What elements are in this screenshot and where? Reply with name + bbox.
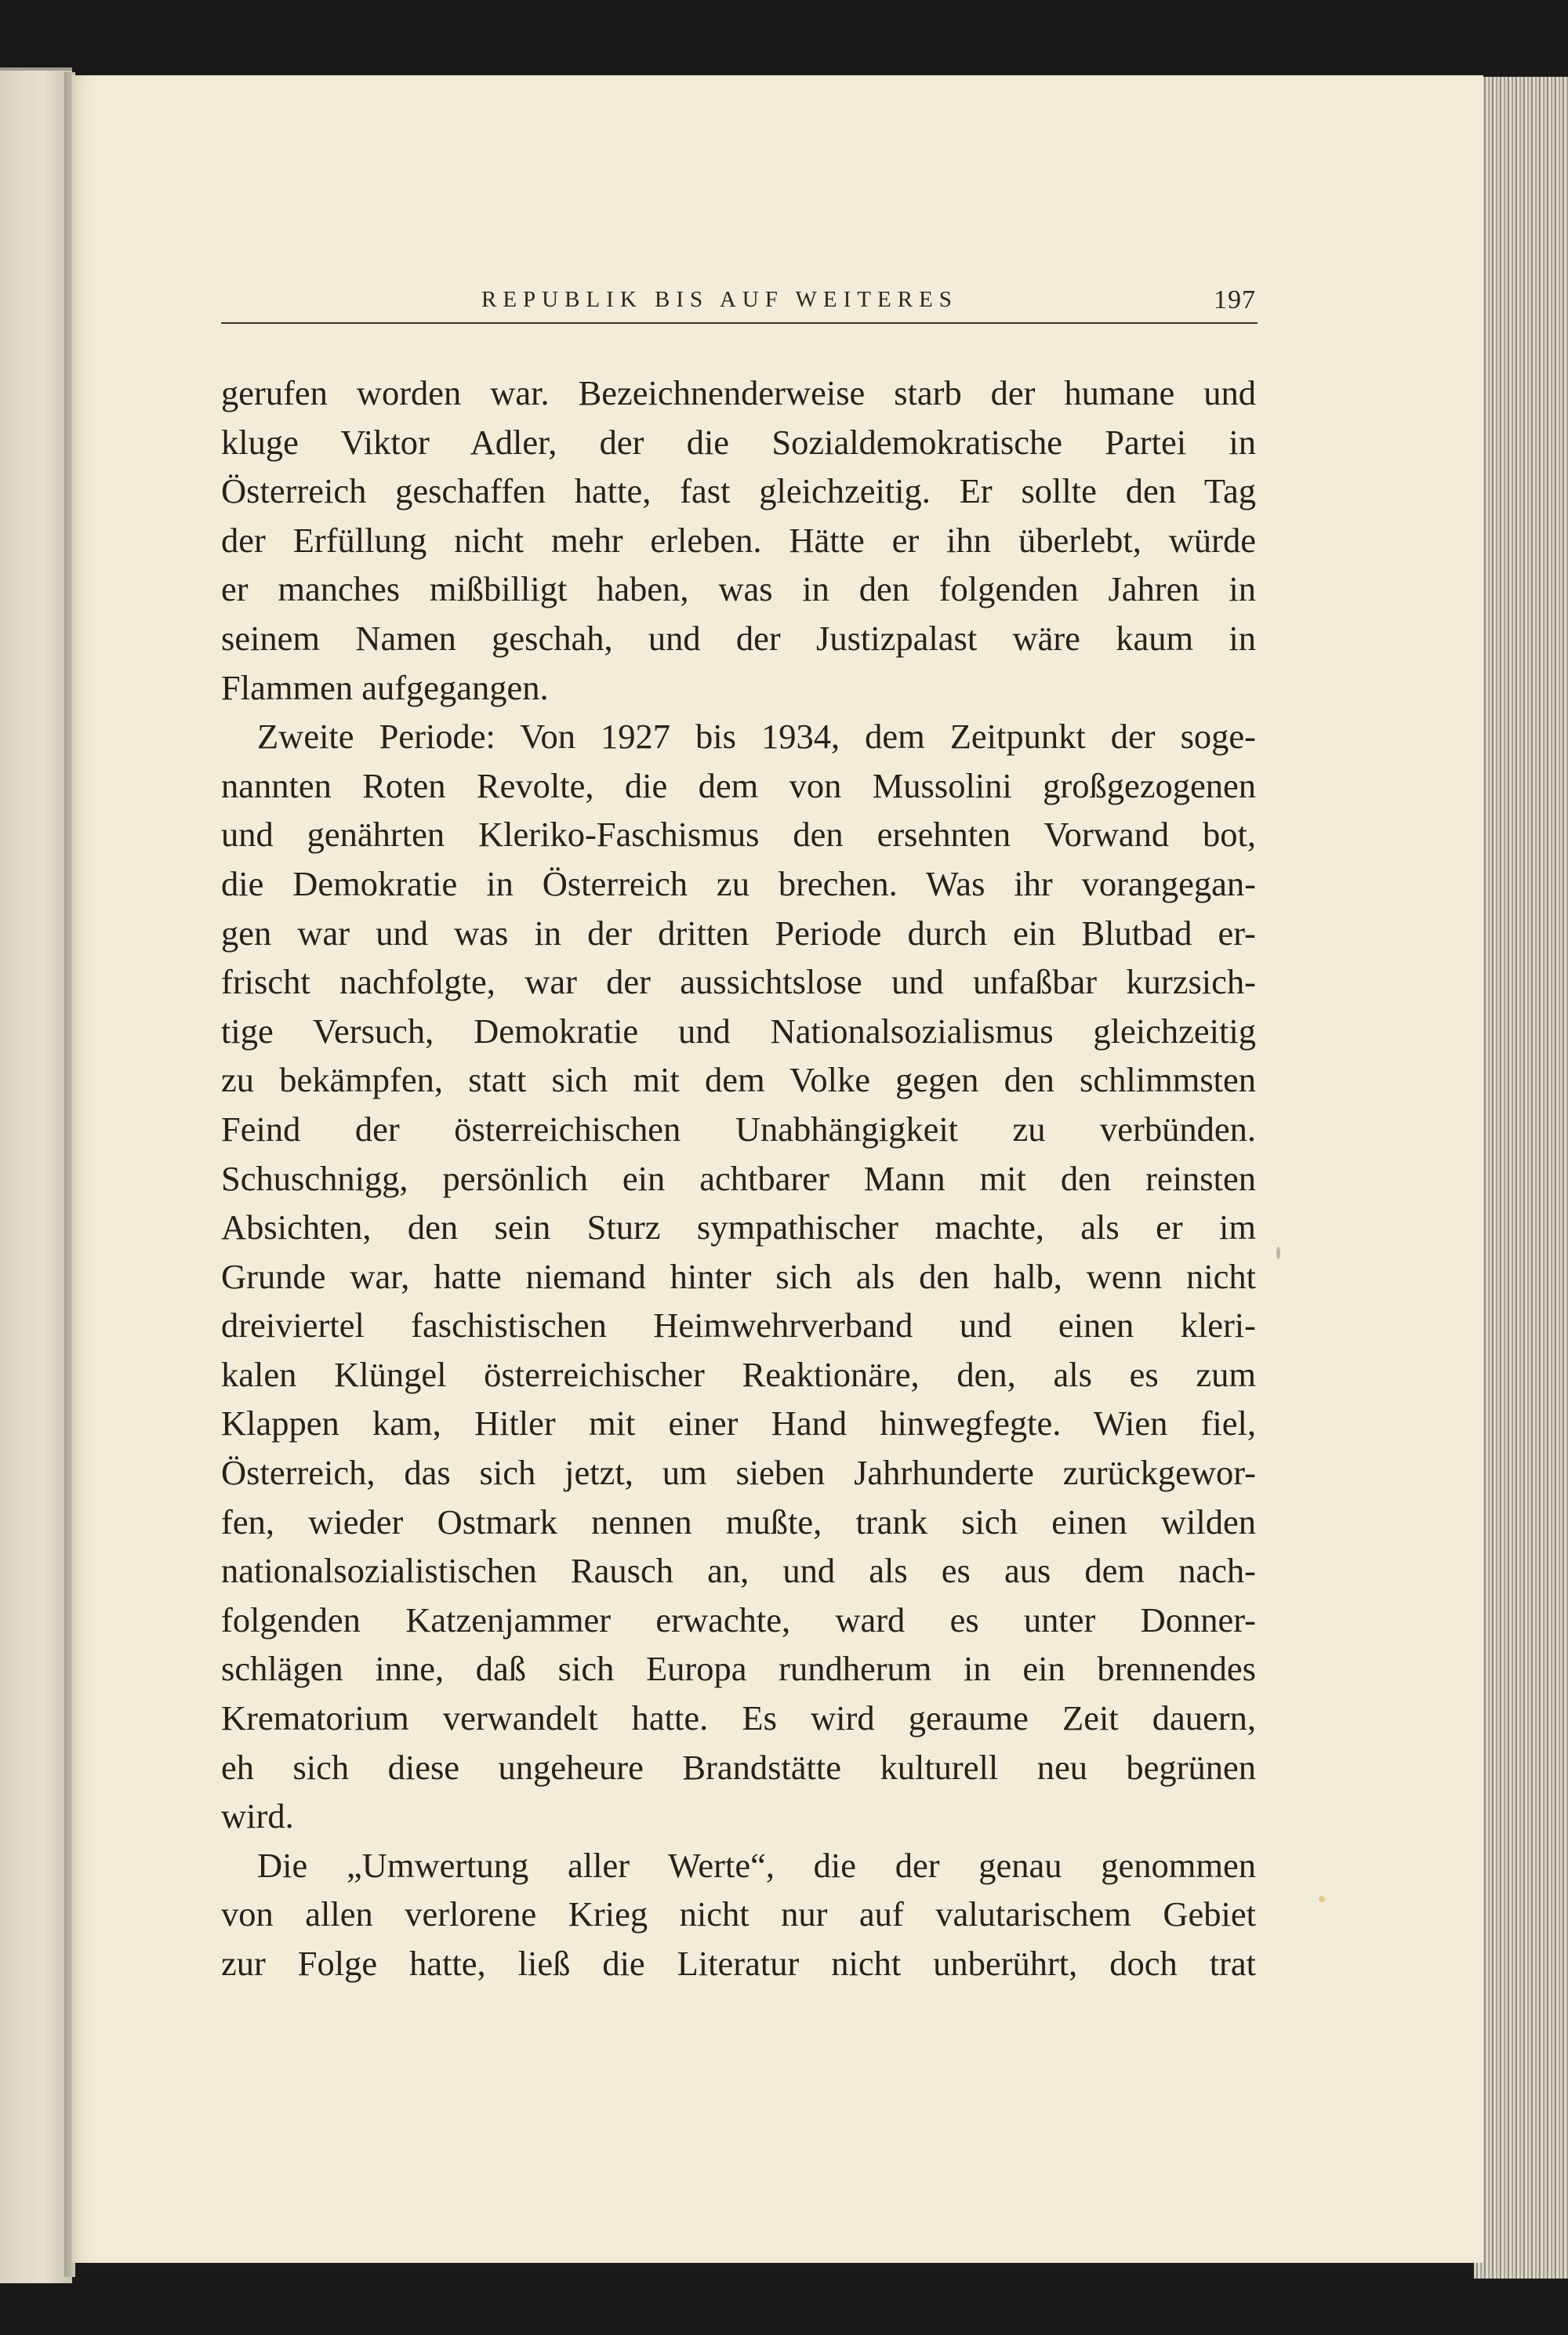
text-line: tige Versuch, Demokratie und Nationalsozialismus gleichzeitig bbox=[221, 1011, 1256, 1051]
paragraph-end-line: Flammen aufgegangen. bbox=[221, 667, 549, 707]
paragraph-start-line: Zweite Periode: Von 1927 bis 1934, dem Zeitpunkt der soge- bbox=[257, 717, 1256, 757]
text-line: von allen verlorene Krieg nicht nur auf valutarischem Gebiet bbox=[221, 1894, 1256, 1934]
running-header bbox=[221, 279, 1256, 326]
text-line: die Demokratie in Österreich zu brechen. Was ihr vorangegan- bbox=[221, 863, 1256, 903]
text-line: kalen Klüngel österreichischer Reaktionäre, den, als es zum bbox=[221, 1354, 1256, 1394]
paragraph-start-line: Die „Umwertung aller Werte“, die der genau genommen bbox=[257, 1845, 1256, 1885]
text-line: der Erfüllung nicht mehr erleben. Hätte er ihn überlebt, würde bbox=[221, 520, 1256, 560]
text-line: seinem Namen geschah, und der Justizpalast wäre kaum in bbox=[221, 618, 1256, 658]
running-title: REPUBLIK BIS AUF WEITERES bbox=[481, 287, 958, 312]
text-line: er manches mißbilligt haben, was in den folgenden Jahren in bbox=[221, 569, 1256, 609]
page-edges-stack bbox=[1474, 77, 1568, 2279]
text-line: gen war und was in der dritten Periode durch ein Blutbad er- bbox=[221, 913, 1256, 953]
facing-page-edge bbox=[0, 67, 72, 2283]
scan-background-bottom bbox=[0, 2278, 1568, 2335]
header-rule bbox=[221, 322, 1258, 324]
text-line: frischt nachfolgte, war der aussichtslose und unfaßbar kurzsich- bbox=[221, 962, 1256, 1002]
text-line: Österreich geschaffen hatte, fast gleichzeitig. Er sollte den Tag bbox=[221, 471, 1256, 511]
text-line: Klappen kam, Hitler mit einer Hand hinwegfegte. Wien fiel, bbox=[221, 1404, 1256, 1443]
text-line: Absichten, den sein Sturz sympathischer machte, als er im bbox=[221, 1207, 1256, 1247]
text-line: Krematorium verwandelt hatte. Es wird geraume Zeit dauern, bbox=[221, 1698, 1256, 1738]
text-line: Feind der österreichischen Unabhängigkeit zu verbünden. bbox=[221, 1109, 1256, 1149]
text-line: folgenden Katzenjammer erwachte, ward es unter Donner- bbox=[221, 1600, 1256, 1640]
paper-speck bbox=[1319, 1896, 1325, 1902]
text-line: nannten Roten Revolte, die dem von Mussolini großgezogenen bbox=[221, 765, 1256, 805]
text-line: nationalsozialistischen Rausch an, und als es aus dem nach- bbox=[221, 1551, 1256, 1591]
text-line: eh sich diese ungeheure Brandstätte kulturell neu begrünen bbox=[221, 1747, 1256, 1787]
text-line: zur Folge hatte, ließ die Literatur nicht unberührt, doch trat bbox=[221, 1944, 1256, 1983]
text-line: Grunde war, hatte niemand hinter sich als den halb, wenn nicht bbox=[221, 1256, 1256, 1296]
paper-speck bbox=[1276, 1247, 1280, 1259]
body-text bbox=[221, 369, 1256, 1988]
text-line: Schuschnigg, persönlich ein achtbarer Mann mit den reinsten bbox=[221, 1158, 1256, 1198]
text-line: dreiviertel faschistischen Heimwehrverband und einen kleri- bbox=[221, 1305, 1256, 1345]
text-line: gerufen worden war. Bezeichnenderweise starb der humane und bbox=[221, 373, 1256, 412]
text-line: fen, wieder Ostmark nennen mußte, trank sich einen wilden bbox=[221, 1502, 1256, 1542]
text-line: schlägen inne, daß sich Europa rundherum in ein brennendes bbox=[221, 1649, 1256, 1689]
scan-background-top bbox=[0, 0, 1568, 74]
page-number: 197 bbox=[1214, 285, 1256, 314]
text-line: Österreich, das sich jetzt, um sieben Jahrhunderte zurückgewor- bbox=[221, 1453, 1256, 1493]
text-line: kluge Viktor Adler, der die Sozialdemokratische Partei in bbox=[221, 422, 1256, 462]
text-line: und genährten Kleriko-Faschismus den ersehnten Vorwand bot, bbox=[221, 815, 1256, 855]
paragraph-end-line: wird. bbox=[221, 1796, 294, 1836]
text-line: zu bekämpfen, statt sich mit dem Volke gegen den schlimmsten bbox=[221, 1060, 1256, 1100]
